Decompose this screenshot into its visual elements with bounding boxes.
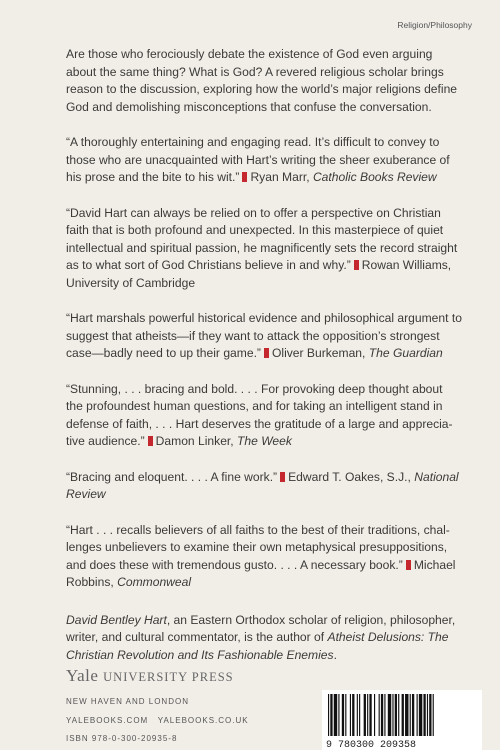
quote-author: Damon Linker, — [155, 434, 234, 448]
barcode-bar — [359, 694, 360, 736]
bio-text: , an Eastern Orthodox scholar of religion, philosopher, writer, and cultural commentator, is the author of — [66, 612, 456, 644]
barcode-bar — [350, 694, 351, 736]
barcode-bar — [328, 694, 329, 736]
barcode-bar — [405, 694, 408, 736]
barcode-bar — [374, 694, 375, 736]
barcode-bar — [395, 694, 397, 736]
publisher-location: NEW HAVEN AND LONDON — [66, 697, 189, 706]
bio-book-title: Atheist Delusions: The Christian Revolution and Its Fashionable Enemies — [66, 630, 449, 662]
barcode-bar — [338, 694, 339, 736]
review-quote-2 — [66, 205, 462, 293]
barcode-bar — [423, 694, 425, 736]
quote-text: “Hart . . . recalls believers of all faiths to the best of their traditions, challenges unbelievers to examine their own metaphysical presuppositions, and does these with tremendous gusto. . . . A necessary book.” — [66, 522, 450, 572]
quote-author: Michael Robbins, — [66, 557, 456, 589]
quote-source: The Guardian — [368, 346, 443, 360]
review-quote-4 — [66, 381, 462, 451]
red-marker-icon — [280, 472, 285, 482]
category-label: Religion/Philosophy — [397, 20, 472, 30]
quote-source: National Review — [66, 469, 459, 501]
quote-text: “A thoroughly entertaining and engaging read. It’s difficult to convey to those who are unacquainted with Hart’s writing the sheer exuberance of his prose and the bite to his wit.” — [66, 135, 450, 184]
barcode-bar — [429, 694, 431, 736]
barcode-bar — [412, 694, 414, 736]
publisher-press: UNIVERSITY PRESS — [103, 670, 234, 684]
quote-source: Commonweal — [117, 575, 192, 589]
barcode-bar — [381, 694, 383, 736]
barcode-bar — [388, 694, 391, 736]
review-quote-5 — [66, 469, 462, 504]
barcode-bar — [342, 694, 344, 736]
publisher-websites: YALEBOOKS.COM YALEBOOKS.CO.UK — [66, 716, 249, 725]
blurb-paragraph: Are those who ferociously debate the existence of God even arguing about the same thing? What is God? A revered religious scholar brings reason to the discussion, exploring how the world’s major religions define God and demolishing misconceptions that confuse the conversation. — [66, 47, 458, 114]
barcode-bar — [330, 694, 332, 736]
barcode-bar — [345, 694, 346, 736]
author-bio — [66, 612, 462, 665]
barcode-bar — [384, 694, 385, 736]
barcode-bar — [334, 694, 337, 736]
quote-text: “David Hart can always be relied on to offer a perspective on Christian faith that is both profound and unexpected. In this masterpiece of quiet intellectual and spiritual passion, he magnificently sets the record straight as to what sort of God Christians believe in and why.” — [66, 205, 458, 272]
quote-author: Edward T. Oakes, S.J., — [288, 469, 411, 484]
barcode-bar — [402, 694, 404, 736]
barcode-bar — [417, 694, 418, 736]
publisher-logo — [66, 666, 234, 686]
red-marker-icon — [264, 348, 269, 358]
barcode-bar — [392, 694, 393, 736]
quote-text: “Bracing and eloquent. . . . A fine work.” — [66, 469, 278, 484]
red-marker-icon — [242, 172, 247, 182]
barcode-bar — [433, 694, 434, 736]
publisher-yale: Yale — [66, 666, 99, 685]
barcode-bar — [379, 694, 380, 736]
quote-text: “Stunning, . . . bracing and bold. . . . For provoking deep thought about the profoundest human questions, and for taking an intelligent stand in defense of faith, . . . Hart deserves the gratitude of a large and appreciative audience.” — [66, 381, 453, 448]
barcode-bar — [410, 694, 411, 736]
isbn-barcode — [322, 690, 482, 750]
quote-author: Rowan Williams, University of Cambridge — [66, 258, 452, 290]
back-cover-content — [66, 46, 462, 664]
barcode-bar — [419, 694, 422, 736]
quote-text: “Hart marshals powerful historical evidence and philosophical argument to suggest that atheists—if they want to attack the opposition’s strongest case—badly need to up their game.” — [66, 311, 462, 360]
author-name: David Bentley Hart — [66, 612, 167, 627]
red-marker-icon — [354, 260, 359, 270]
barcode-bar — [367, 694, 368, 736]
review-quote-1 — [66, 134, 462, 187]
red-marker-icon — [148, 436, 153, 446]
isbn-label: ISBN 978-0-300-20935-8 — [66, 734, 178, 743]
quote-source: The Week — [237, 434, 292, 448]
red-marker-icon — [406, 560, 411, 570]
review-quote-6 — [66, 522, 462, 592]
barcode-bar — [398, 694, 399, 736]
quote-author: Oliver Burkeman, — [271, 346, 366, 360]
bio-end: . — [333, 647, 337, 662]
barcode-digits: 9 780300 209358 — [326, 740, 417, 750]
quote-author: Ryan Marr, — [250, 170, 310, 184]
review-quote-3 — [66, 310, 462, 363]
barcode-bar — [352, 694, 354, 736]
barcode-graphic — [322, 690, 482, 750]
barcode-bar — [364, 694, 366, 736]
barcode-bar — [357, 694, 358, 736]
barcode-bar — [427, 694, 428, 736]
quote-source: Catholic Books Review — [312, 170, 437, 184]
barcode-bar — [369, 694, 371, 736]
